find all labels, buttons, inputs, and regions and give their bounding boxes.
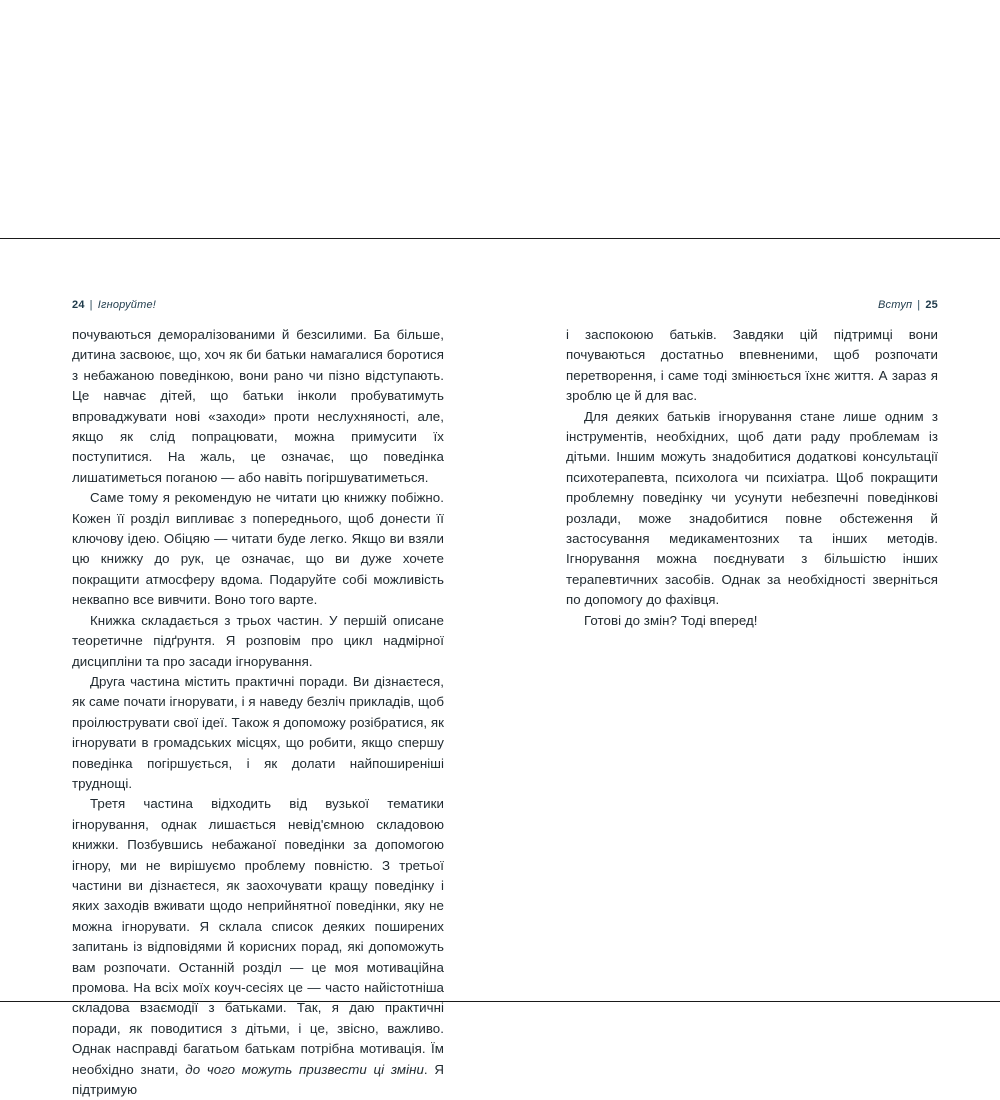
right-paragraph: Для деяких батьків ігнорування стане лише одним з інструментів, необхідних, щоб дати раду проблемам із дітьми. Іншим можуть знадобитися додаткові консультації психотерапевта, психолога чи психіатра. Щоб покращити проблемну поведінку чи усунути небезпечні поведінкові розлади, може знадобитися повне обстеження й застосування медикаментозних та інших методів. Ігнорування можна поєднувати з більшістю інших терапевтичних засобів. Однак за необхідності зверніться по допомогу до фахівця. xyxy=(566,408,938,608)
left-running-title: Ігноруйте! xyxy=(97,299,157,311)
left-paragraph: Книжка складається з трьох частин. У першій описане теоретичне підґрунтя. Я розповім про цикл надмірної дисципліни та про засади ігнорування. xyxy=(72,612,444,669)
right-separator: | xyxy=(917,299,921,311)
emphasis-text: до чого можуть призвести ці зміни xyxy=(185,1061,424,1077)
right-paragraph: Готові до змін? Тоді вперед! xyxy=(584,612,758,628)
right-page-number: 25 xyxy=(925,299,938,311)
right-page-body xyxy=(566,325,938,631)
left-paragraph: Саме тому я рекомендую не читати цю книжку побіжно. Кожен її розділ випливає з попереднього, щоб донести її ключову ідею. Обіцяю — читати буде легко. Якщо ви взяли цю книжку до рук, це означає, що ви дуже хочете покращити атмосферу вдома. Подаруйте собі можливість неквапно все вивчити. Воно того варте. xyxy=(72,490,444,608)
right-running-title: Вступ xyxy=(877,299,913,311)
left-page-body xyxy=(72,325,444,1100)
left-paragraph-text-after: . Я підтримую xyxy=(72,1061,444,1098)
left-separator: | xyxy=(89,299,93,311)
left-paragraph: почуваються деморалізованими й безсилими. Ба більше, дитина засвоює, що, хоч як би батьки намагалися боротися з небажаною поведінкою, вони рано чи пізно відступають. Це навчає дітей, що батьки інколи пробуватимуть впроваджувати нові «заходи» проти неслухняності, але, якщо як слід попрацювати, можна примусити їх поступитися. На жаль, це означає, що поведінка лишатиметься поганою — або навіть погіршуватиметься. xyxy=(72,327,444,485)
left-paragraph-text-before: Третя частина відходить від вузької тематики ігнорування, однак лишається невід'ємною складовою книжки. Позбувшись небажаної поведінки за допомогою ігнору, ми не вирішуємо проблему повністю. З третьої частини ви дізнаєтеся, як заохочувати кращу поведінку і яких заходів вживати щодо неприйнятної поведінки, яку не можна ігнорувати. Я склала список деяких поширених запитань із відповідями й корисних порад, які допоможуть вам розпочати. Останній розділ — це моя мотиваційна промова. На всіх моїх коуч-сесіях це — часто найістотніша складова взаємодії з батьками. Так, я даю практичні поради, як поводитися з дітьми, і це, звісно, важливо. Однак насправді багатьом батькам потрібна мотивація. Їм необхідно знати, xyxy=(72,796,444,1077)
left-running-head xyxy=(72,299,156,311)
right-running-head xyxy=(566,299,938,311)
left-page-number: 24 xyxy=(72,299,85,311)
left-paragraph: Друга частина містить практичні поради. Ви дізнаєтеся, як саме почати ігнорувати, і я наведу безліч прикладів, щоб проілюструвати свої ідеї. Також я допоможу розібратися, як ігнорувати в громадських місцях, що робити, якщо спершу поведінка погіршується, і як долати найпоширеніші труднощі. xyxy=(72,673,444,791)
right-paragraph: і заспокоюю батьків. Завдяки цій підтримці вони почуваються достатньо впевненими, щоб розпочати перетворення, і саме тоді змінюється їхнє життя. А зараз я зроблю це й для вас. xyxy=(566,327,938,404)
left-paragraph-with-emphasis xyxy=(72,794,444,1100)
